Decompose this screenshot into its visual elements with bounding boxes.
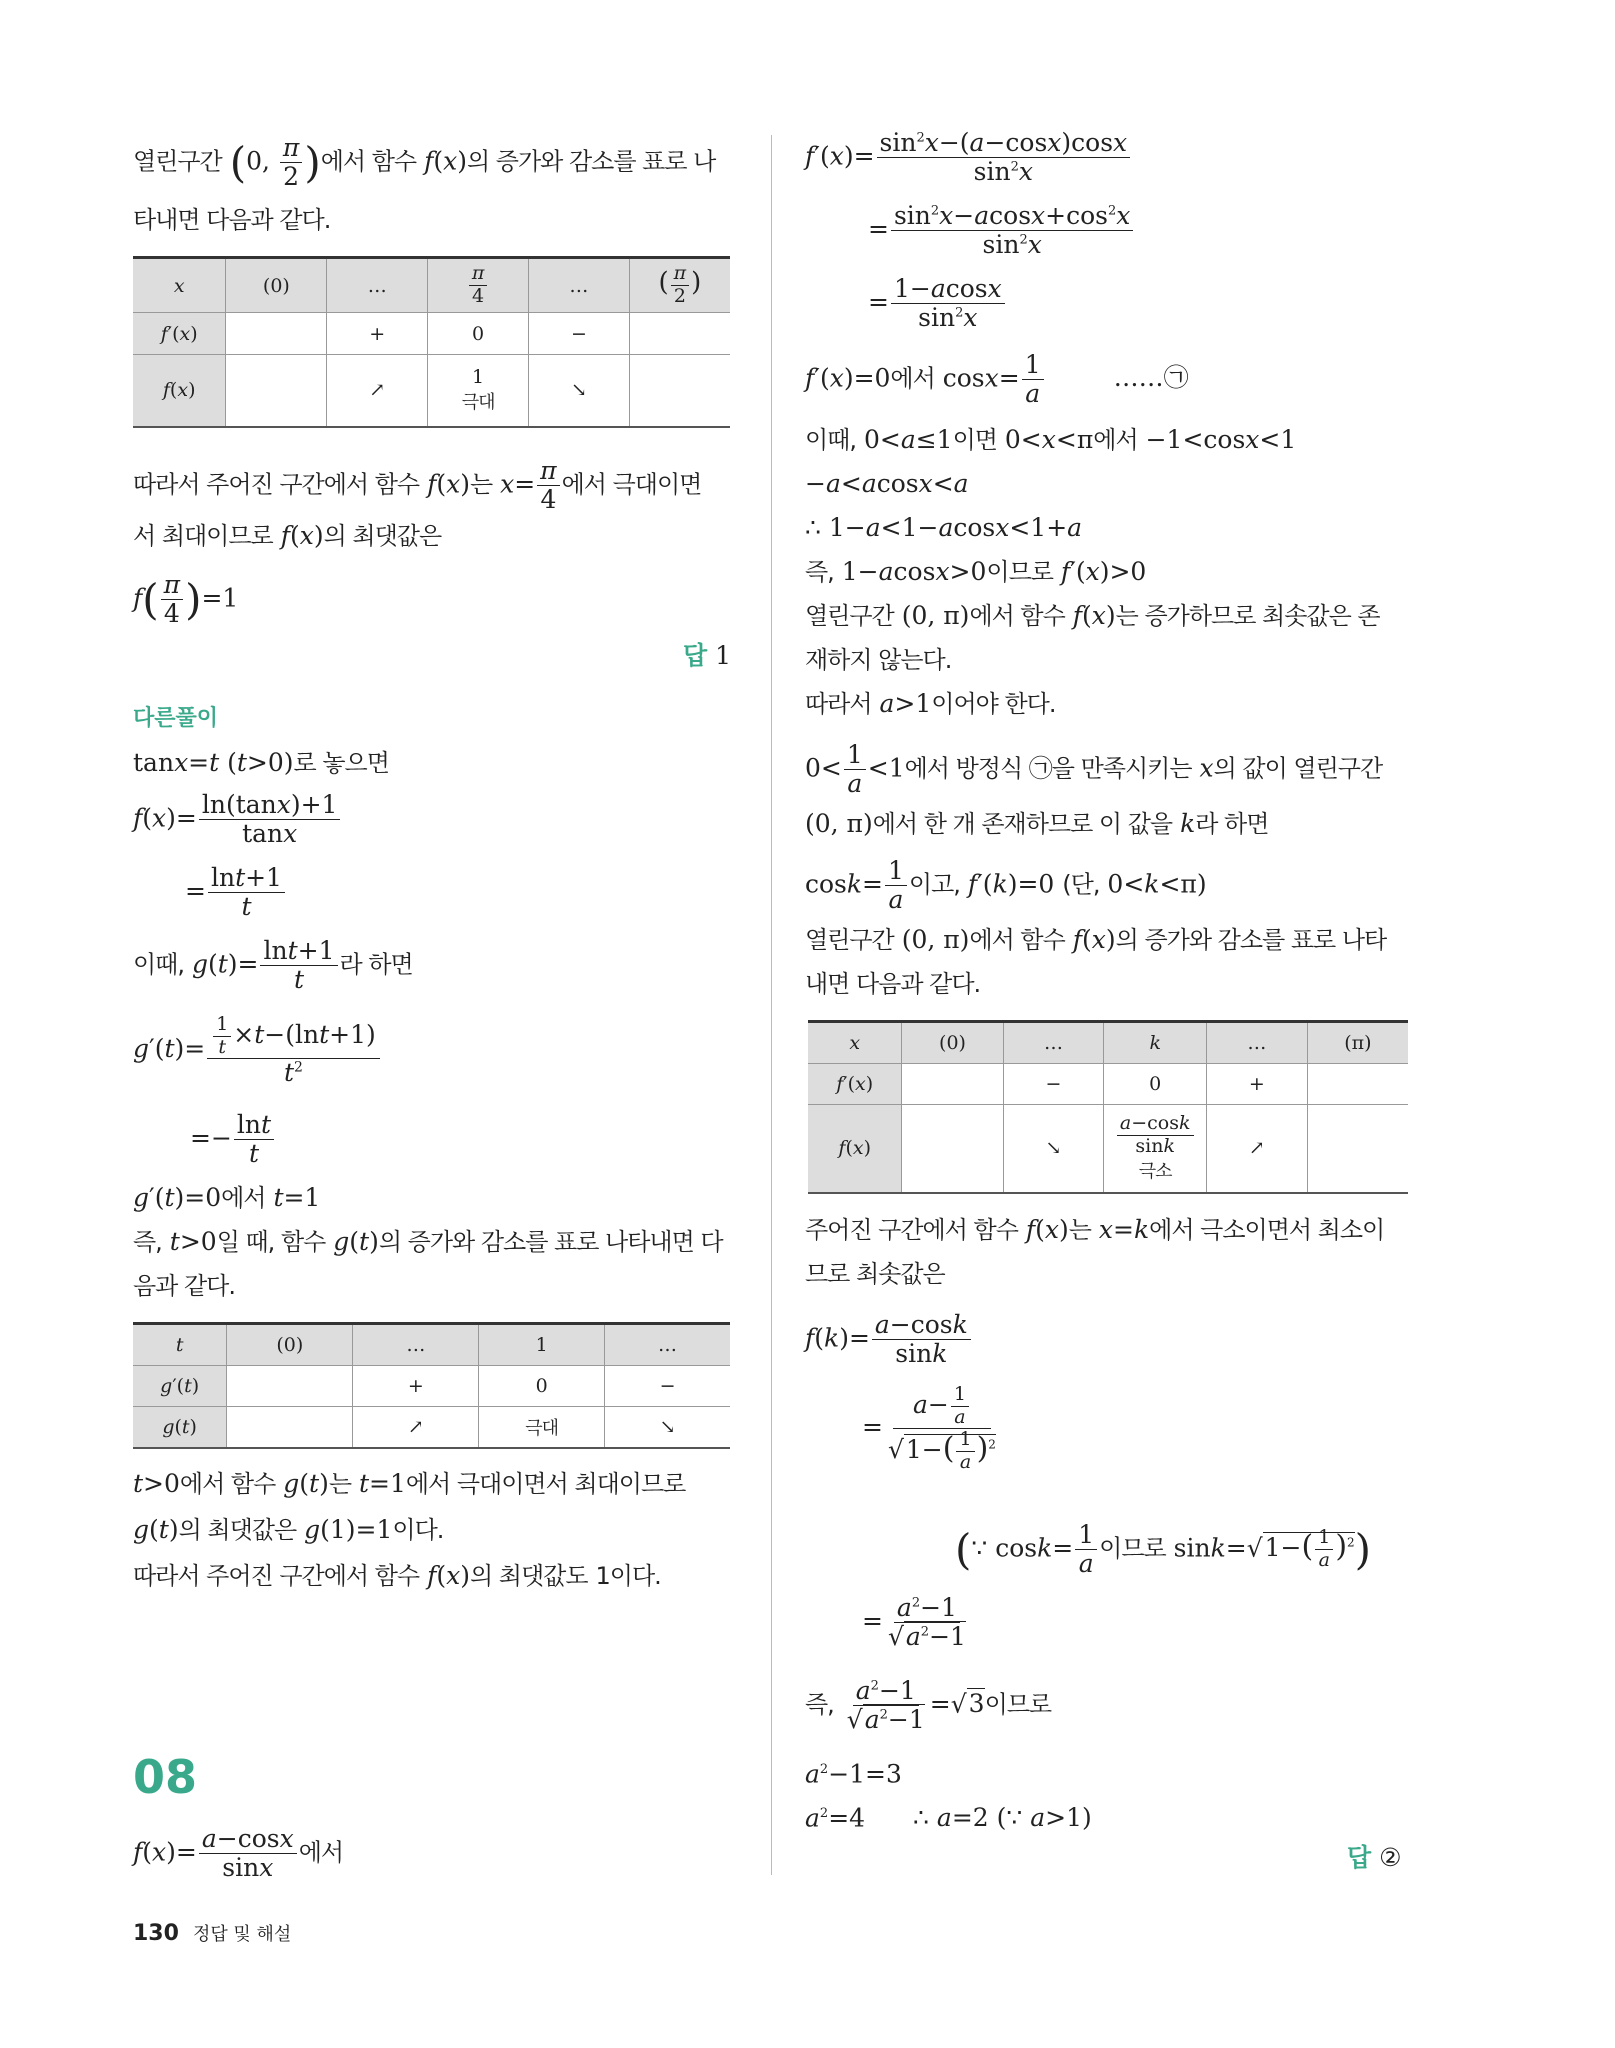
variation-table-1 — [133, 256, 730, 428]
deriv-eq-3: = $\frac{1-acosx}{\sin^2x}$ — [868, 276, 1007, 332]
min-eq-1: f(k)= $\frac{a-\cos k}{\sin k}$ — [805, 1312, 973, 1368]
min-eq-2: = a− $\frac{1}{a}$ √1−( $\frac{1}{a}$ )$^2$ — [862, 1383, 996, 1473]
problem-eq: f(x)= $\frac{a-\cos x}{\sin x}$ 에서 — [133, 1824, 344, 1883]
variation-table-2 — [133, 1322, 730, 1449]
table-cell: … — [529, 258, 630, 313]
table-cell: − — [529, 313, 630, 355]
table-cell — [226, 313, 327, 355]
deriv-zero: f′(x)=0에서 cosx= $\frac{1}{a}$ ……㉠ — [805, 350, 1189, 409]
cond-line-4: 즉, 1−acosx>0이므로 f′(x)>0 — [805, 557, 1147, 586]
table-cell: + — [353, 1366, 479, 1407]
cond-line-3: ∴ 1−a<1−acosx<1+a — [805, 513, 1083, 542]
table-cell — [1307, 1064, 1408, 1105]
table-cell: 1 극대 — [428, 355, 529, 427]
table-cell — [1307, 1105, 1408, 1193]
alt-eq-2: = $\frac{\ln t+1}{t}$ — [185, 865, 287, 921]
because-line: (∵ cosk= $\frac{1}{a}$ 이므로 sink=√1−( $\frac{1}{a}$ )$^2$) — [955, 1520, 1372, 1579]
table-cell: g(t) — [133, 1407, 227, 1449]
alt-table-intro-1: 즉, t>0일 때, 함수 g(t)의 증가와 감소를 표로 나타내면 다 — [133, 1227, 723, 1256]
table-cell: f′(x) — [133, 313, 226, 355]
answer-1: 답 1 — [683, 641, 732, 670]
page-number: 130 — [133, 1921, 179, 1946]
page-footer — [133, 1920, 291, 1946]
min-line-2: 므로 최솟값은 — [805, 1260, 945, 1288]
table-cell: (0) — [902, 1022, 1003, 1064]
table-cell: ↘ — [605, 1407, 730, 1449]
problem-number: 08 — [133, 1750, 198, 1804]
table-cell: $\frac{\pi}{4}$ — [428, 258, 529, 313]
table-cell: ↗ — [327, 355, 428, 427]
table-cell: $\frac{a-\cos k}{\sin k}$ 극소 — [1104, 1105, 1206, 1193]
inc-line-2: 재하지 않는다. — [805, 646, 952, 674]
table-cell: f(x) — [133, 355, 226, 427]
alt-end-line-2: g(t)의 최댓값은 g(1)=1이다. — [133, 1515, 444, 1544]
table-cell: … — [1206, 1022, 1307, 1064]
min-eq-3: = $\frac{a^2-1}{√a^2-1}$ — [862, 1593, 966, 1652]
conclusion-line-1: 따라서 주어진 구간에서 함수 f(x)는 x= $\frac{\pi}{4}$ 에서 극대이면 — [133, 456, 702, 515]
answer-2: 답 ② — [1347, 1843, 1402, 1872]
alt-eq-gprime: g′(t)= $\frac{1}{t}$ ×t−(lnt+1) $t^2$ — [133, 1015, 382, 1086]
table-cell: 1 — [479, 1324, 605, 1366]
conclusion-line-2: 서 최대이므로 f(x)의 최댓값은 — [133, 521, 442, 550]
table-cell: (π) — [1307, 1022, 1408, 1064]
table-cell: − — [605, 1366, 730, 1407]
table-cell — [227, 1407, 353, 1449]
table-cell: (0) — [226, 258, 327, 313]
final-eq-2: $a^2-1=3$ — [805, 1759, 902, 1789]
k-line-3: cosk= $\frac{1}{a}$ 이고, f′(k)=0 (단, 0<k<π) — [805, 856, 1207, 915]
table-cell: x — [808, 1022, 902, 1064]
table-cell: … — [605, 1324, 730, 1366]
alt-eq-gprime-2: =− $\frac{\ln t}{t}$ — [190, 1112, 276, 1168]
table-cell: ↗ — [353, 1407, 479, 1449]
tab-intro-2: 내면 다음과 같다. — [805, 970, 981, 998]
k-line-1: 0< $\frac{1}{a}$ <1에서 방정식 ㉠을 만족시키는 x의 값이 열린구간 — [805, 740, 1383, 799]
table-cell: 극대 — [479, 1407, 605, 1449]
alt-end-line-1: t>0에서 함수 g(t)는 t=1에서 극대이면서 최대이므로 — [133, 1469, 686, 1498]
intro-line-2: 타내면 다음과 같다. — [133, 206, 331, 234]
deriv-eq-2: = $\frac{\sin^2x-acosx+\cos^2x}{\sin^2x}$ — [868, 203, 1135, 259]
table-cell: f′(x) — [808, 1064, 902, 1105]
k-line-2: (0, π)에서 한 개 존재하므로 이 값을 k라 하면 — [805, 809, 1269, 838]
final-eq-1: 즉, $\frac{a^2-1}{√a^2-1}$ =√3이므로 — [805, 1676, 1052, 1735]
final-eq-3: $a^2=4$ ∴ a=2 (∵ a>1) — [805, 1803, 1092, 1833]
table-cell: (0) — [227, 1324, 353, 1366]
table-cell: … — [1003, 1022, 1104, 1064]
table-cell — [227, 1366, 353, 1407]
table-cell: − — [1003, 1064, 1104, 1105]
intro-line-1: 열린구간 (0, $\frac{\pi}{2}$ )에서 함수 f(x)의 증가와 감소를 표로 나 — [133, 133, 716, 192]
table-cell: ( $\frac{\pi}{2}$ ) — [629, 258, 730, 313]
table-cell: k — [1104, 1022, 1206, 1064]
cond-line-1: 이때, 0<a≤1이면 0<x<π에서 −1<cosx<1 — [805, 425, 1297, 454]
table-cell: ↘ — [529, 355, 630, 427]
inc-line-3: 따라서 a>1이어야 한다. — [805, 689, 1056, 718]
table-cell: ↘ — [1003, 1105, 1104, 1193]
alt-line-1: tanx=t (t>0)로 놓으면 — [133, 748, 389, 777]
max-value-eq: f( $\frac{\pi}{4}$ )=1 — [133, 570, 239, 629]
table-cell — [629, 355, 730, 427]
table-cell: g′(t) — [133, 1366, 227, 1407]
table-cell: x — [133, 258, 226, 313]
table-cell — [629, 313, 730, 355]
table-cell: + — [327, 313, 428, 355]
cond-line-2: −a<acosx<a — [805, 469, 969, 498]
section-label: 정답 및 해설 — [192, 1924, 292, 1945]
table-cell: 0 — [479, 1366, 605, 1407]
table-cell: 0 — [1104, 1064, 1206, 1105]
alt-eq-1: f(x)= $\frac{\ln(\tan x)+1}{\tan x}$ — [133, 792, 342, 848]
alt-zero-line: g′(t)=0에서 t=1 — [133, 1183, 321, 1212]
variation-table-3 — [808, 1020, 1408, 1194]
min-line-1: 주어진 구간에서 함수 f(x)는 x=k에서 극소이면서 최소이 — [805, 1215, 1385, 1244]
table-cell — [902, 1064, 1003, 1105]
alt-end-line-3: 따라서 주어진 구간에서 함수 f(x)의 최댓값도 1이다. — [133, 1561, 661, 1590]
table-cell: 0 — [428, 313, 529, 355]
tab-intro-1: 열린구간 (0, π)에서 함수 f(x)의 증가와 감소를 표로 나타 — [805, 925, 1387, 954]
inc-line-1: 열린구간 (0, π)에서 함수 f(x)는 증가하므로 최솟값은 존 — [805, 601, 1380, 630]
table-cell: … — [353, 1324, 479, 1366]
table-cell — [902, 1105, 1003, 1193]
table-cell: + — [1206, 1064, 1307, 1105]
table-cell: … — [327, 258, 428, 313]
alt-eq-g: 이때, g(t)= $\frac{\ln t+1}{t}$ 라 하면 — [133, 936, 413, 995]
deriv-eq-1: f′(x)= $\frac{\sin^2x-(a-\cos x)\cos x}{\sin^2x}$ — [805, 130, 1132, 186]
column-divider — [771, 135, 772, 1875]
alt-solution-title: 다른풀이 — [133, 706, 219, 731]
table-cell: ↗ — [1206, 1105, 1307, 1193]
alt-table-intro-2: 음과 같다. — [133, 1272, 235, 1300]
table-cell: f(x) — [808, 1105, 902, 1193]
table-cell: t — [133, 1324, 227, 1366]
table-cell — [226, 355, 327, 427]
